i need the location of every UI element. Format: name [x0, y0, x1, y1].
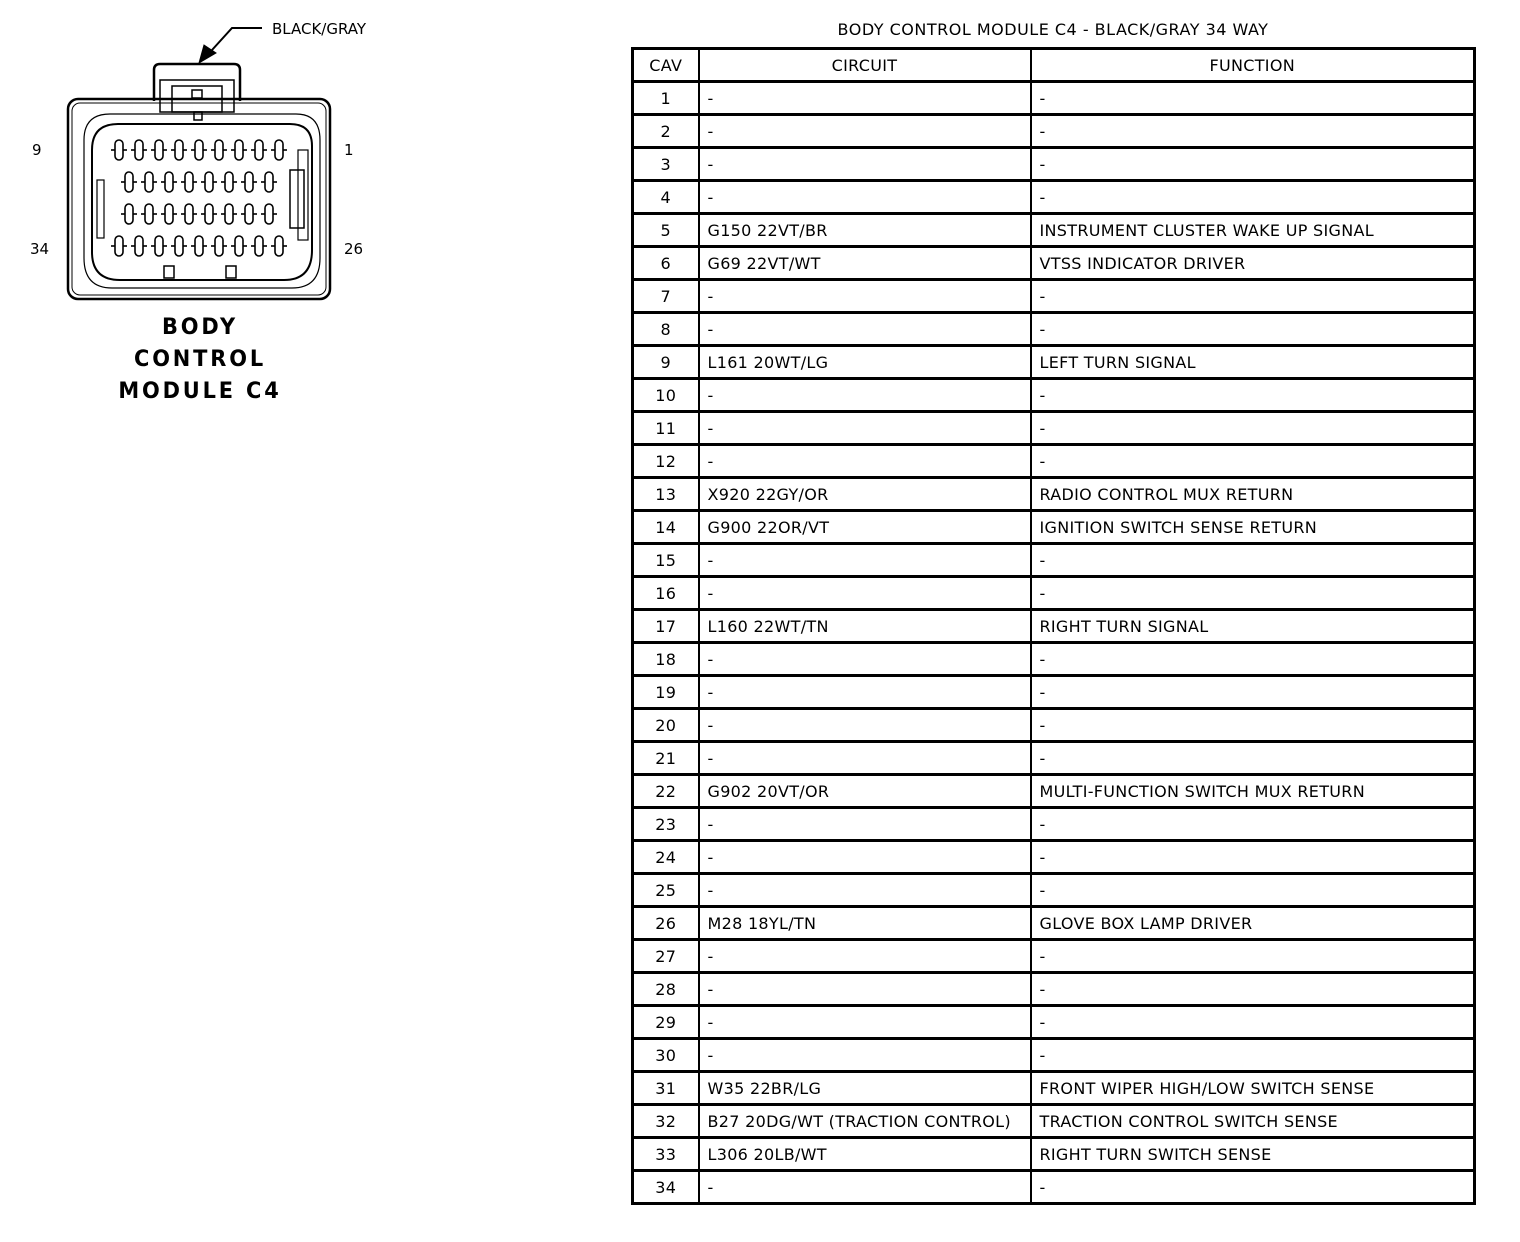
function-cell: MULTI-FUNCTION SWITCH MUX RETURN	[1031, 775, 1475, 808]
cavity-number: 2	[633, 115, 699, 148]
function-cell: INSTRUMENT CLUSTER WAKE UP SIGNAL	[1031, 214, 1475, 247]
table-row	[633, 1072, 1475, 1105]
table-row	[633, 742, 1475, 775]
connector-pins	[111, 140, 287, 256]
function-cell: -	[1031, 445, 1475, 478]
cavity-number: 23	[633, 808, 699, 841]
circuit-cell: -	[699, 940, 1031, 973]
pin-terminal	[131, 236, 147, 256]
cavity-number: 18	[633, 643, 699, 676]
table-row	[633, 181, 1475, 214]
circuit-cell: -	[699, 313, 1031, 346]
pin-terminal	[211, 236, 227, 256]
function-cell: -	[1031, 280, 1475, 313]
cavity-number: 19	[633, 676, 699, 709]
function-cell: TRACTION CONTROL SWITCH SENSE	[1031, 1105, 1475, 1138]
pin-label-26: 26	[344, 240, 364, 258]
cavity-number: 20	[633, 709, 699, 742]
function-cell: -	[1031, 1171, 1475, 1204]
circuit-cell: X920 22GY/OR	[699, 478, 1031, 511]
pin-terminal	[261, 204, 277, 224]
function-cell: -	[1031, 643, 1475, 676]
function-cell: -	[1031, 973, 1475, 1006]
function-cell: -	[1031, 379, 1475, 412]
pin-terminal	[171, 236, 187, 256]
cavity-number: 22	[633, 775, 699, 808]
table-row	[633, 445, 1475, 478]
circuit-cell: -	[699, 280, 1031, 313]
cavity-number: 26	[633, 907, 699, 940]
pin-terminal	[161, 204, 177, 224]
pin-terminal	[131, 140, 147, 160]
circuit-cell: -	[699, 379, 1031, 412]
function-cell: -	[1031, 82, 1475, 115]
pin-terminal	[141, 204, 157, 224]
function-cell: -	[1031, 709, 1475, 742]
circuit-cell: -	[699, 445, 1031, 478]
table-row	[633, 1105, 1475, 1138]
circuit-cell: G902 20VT/OR	[699, 775, 1031, 808]
table-row	[633, 841, 1475, 874]
function-cell: VTSS INDICATOR DRIVER	[1031, 247, 1475, 280]
table-row	[633, 1171, 1475, 1204]
table-row	[633, 280, 1475, 313]
pin-terminal	[271, 236, 287, 256]
pin-terminal	[201, 204, 217, 224]
pin-terminal	[231, 236, 247, 256]
table-row	[633, 511, 1475, 544]
table-row	[633, 874, 1475, 907]
function-cell: GLOVE BOX LAMP DRIVER	[1031, 907, 1475, 940]
cavity-number: 34	[633, 1171, 699, 1204]
pin-terminal	[221, 172, 237, 192]
cavity-number: 13	[633, 478, 699, 511]
table-row	[633, 346, 1475, 379]
connector-title-line: BODY	[161, 315, 239, 340]
table-row	[633, 115, 1475, 148]
function-cell: RIGHT TURN SWITCH SENSE	[1031, 1138, 1475, 1171]
pin-terminal	[121, 204, 137, 224]
circuit-cell: -	[699, 412, 1031, 445]
circuit-cell: -	[699, 1006, 1031, 1039]
cavity-number: 6	[633, 247, 699, 280]
cavity-number: 33	[633, 1138, 699, 1171]
table-row	[633, 379, 1475, 412]
header-function: FUNCTION	[1031, 49, 1475, 82]
pin-terminal	[151, 140, 167, 160]
pin-terminal	[201, 172, 217, 192]
cavity-number: 21	[633, 742, 699, 775]
function-cell: FRONT WIPER HIGH/LOW SWITCH SENSE	[1031, 1072, 1475, 1105]
circuit-cell: G900 22OR/VT	[699, 511, 1031, 544]
cavity-number: 11	[633, 412, 699, 445]
connector-title-line: MODULE C4	[118, 379, 282, 404]
table-row	[633, 1039, 1475, 1072]
cavity-number: 9	[633, 346, 699, 379]
table-row	[633, 412, 1475, 445]
circuit-cell: -	[699, 115, 1031, 148]
table-row	[633, 478, 1475, 511]
function-cell: -	[1031, 115, 1475, 148]
cavity-number: 15	[633, 544, 699, 577]
connector-housing	[68, 64, 330, 299]
connector-title-line: CONTROL	[134, 347, 266, 372]
circuit-cell: W35 22BR/LG	[699, 1072, 1031, 1105]
pin-terminal	[251, 236, 267, 256]
cavity-number: 12	[633, 445, 699, 478]
circuit-cell: -	[699, 973, 1031, 1006]
pin-terminal	[111, 140, 127, 160]
table-row	[633, 808, 1475, 841]
function-cell: -	[1031, 1039, 1475, 1072]
pinout-table	[631, 47, 1476, 1205]
pin-label-34: 34	[30, 240, 50, 258]
connector-color-label: BLACK/GRAY	[272, 20, 367, 38]
pin-terminal	[151, 236, 167, 256]
cavity-number: 17	[633, 610, 699, 643]
table-row	[633, 1138, 1475, 1171]
function-cell: -	[1031, 181, 1475, 214]
pin-terminal	[261, 172, 277, 192]
function-cell: -	[1031, 940, 1475, 973]
pin-terminal	[221, 204, 237, 224]
circuit-cell: -	[699, 841, 1031, 874]
circuit-cell: -	[699, 148, 1031, 181]
cavity-number: 29	[633, 1006, 699, 1039]
header-circuit: CIRCUIT	[699, 49, 1031, 82]
pin-terminal	[121, 172, 137, 192]
circuit-cell: -	[699, 544, 1031, 577]
function-cell: -	[1031, 742, 1475, 775]
pin-terminal	[191, 236, 207, 256]
table-row	[633, 82, 1475, 115]
table-row	[633, 940, 1475, 973]
cavity-number: 3	[633, 148, 699, 181]
pin-terminal	[161, 172, 177, 192]
connector-title	[67, 312, 333, 408]
circuit-cell: L161 20WT/LG	[699, 346, 1031, 379]
pin-terminal	[241, 172, 257, 192]
function-cell: -	[1031, 412, 1475, 445]
pin-terminal	[141, 172, 157, 192]
table-header-row	[633, 49, 1475, 82]
pin-terminal	[181, 204, 197, 224]
table-row	[633, 709, 1475, 742]
pin-terminal	[241, 204, 257, 224]
table-row	[633, 973, 1475, 1006]
circuit-cell: -	[699, 643, 1031, 676]
function-cell: RIGHT TURN SIGNAL	[1031, 610, 1475, 643]
table-row	[633, 313, 1475, 346]
cavity-number: 14	[633, 511, 699, 544]
table-body	[633, 82, 1475, 1204]
pin-terminal	[191, 140, 207, 160]
circuit-cell: B27 20DG/WT (TRACTION CONTROL)	[699, 1105, 1031, 1138]
circuit-cell: L306 20LB/WT	[699, 1138, 1031, 1171]
cavity-number: 27	[633, 940, 699, 973]
cavity-number: 8	[633, 313, 699, 346]
function-cell: -	[1031, 808, 1475, 841]
table-row	[633, 544, 1475, 577]
cavity-number: 10	[633, 379, 699, 412]
function-cell: -	[1031, 874, 1475, 907]
table-row	[633, 247, 1475, 280]
pin-terminal	[271, 140, 287, 160]
circuit-cell: -	[699, 709, 1031, 742]
function-cell: -	[1031, 676, 1475, 709]
table-row	[633, 610, 1475, 643]
cavity-number: 25	[633, 874, 699, 907]
circuit-cell: -	[699, 82, 1031, 115]
table-title: BODY CONTROL MODULE C4 - BLACK/GRAY 34 WAY	[837, 20, 1269, 39]
pin-terminal	[211, 140, 227, 160]
cavity-number: 30	[633, 1039, 699, 1072]
table-row	[633, 577, 1475, 610]
circuit-cell: L160 22WT/TN	[699, 610, 1031, 643]
function-cell: LEFT TURN SIGNAL	[1031, 346, 1475, 379]
circuit-cell: -	[699, 1171, 1031, 1204]
cavity-number: 24	[633, 841, 699, 874]
function-cell: -	[1031, 313, 1475, 346]
pin-label-1: 1	[344, 141, 354, 159]
table-row	[633, 148, 1475, 181]
function-cell: RADIO CONTROL MUX RETURN	[1031, 478, 1475, 511]
circuit-cell: G69 22VT/WT	[699, 247, 1031, 280]
circuit-cell: -	[699, 181, 1031, 214]
function-cell: IGNITION SWITCH SENSE RETURN	[1031, 511, 1475, 544]
table-row	[633, 643, 1475, 676]
cavity-number: 1	[633, 82, 699, 115]
table-row	[633, 907, 1475, 940]
circuit-cell: -	[699, 742, 1031, 775]
function-cell: -	[1031, 148, 1475, 181]
table-row	[633, 775, 1475, 808]
cavity-number: 28	[633, 973, 699, 1006]
callout-arrow	[199, 28, 262, 63]
cavity-number: 4	[633, 181, 699, 214]
circuit-cell: -	[699, 874, 1031, 907]
pin-terminal	[251, 140, 267, 160]
cavity-number: 16	[633, 577, 699, 610]
pin-terminal	[171, 140, 187, 160]
function-cell: -	[1031, 1006, 1475, 1039]
pin-terminal	[231, 140, 247, 160]
function-cell: -	[1031, 841, 1475, 874]
circuit-cell: G150 22VT/BR	[699, 214, 1031, 247]
circuit-cell: M28 18YL/TN	[699, 907, 1031, 940]
pin-label-9: 9	[32, 141, 42, 159]
header-cav: CAV	[633, 49, 699, 82]
pin-terminal	[181, 172, 197, 192]
table-row	[633, 1006, 1475, 1039]
circuit-cell: -	[699, 676, 1031, 709]
table-row	[633, 676, 1475, 709]
function-cell: -	[1031, 577, 1475, 610]
table-row	[633, 214, 1475, 247]
circuit-cell: -	[699, 808, 1031, 841]
cavity-number: 7	[633, 280, 699, 313]
circuit-cell: -	[699, 577, 1031, 610]
cavity-number: 5	[633, 214, 699, 247]
cavity-number: 31	[633, 1072, 699, 1105]
cavity-number: 32	[633, 1105, 699, 1138]
function-cell: -	[1031, 544, 1475, 577]
circuit-cell: -	[699, 1039, 1031, 1072]
pin-terminal	[111, 236, 127, 256]
